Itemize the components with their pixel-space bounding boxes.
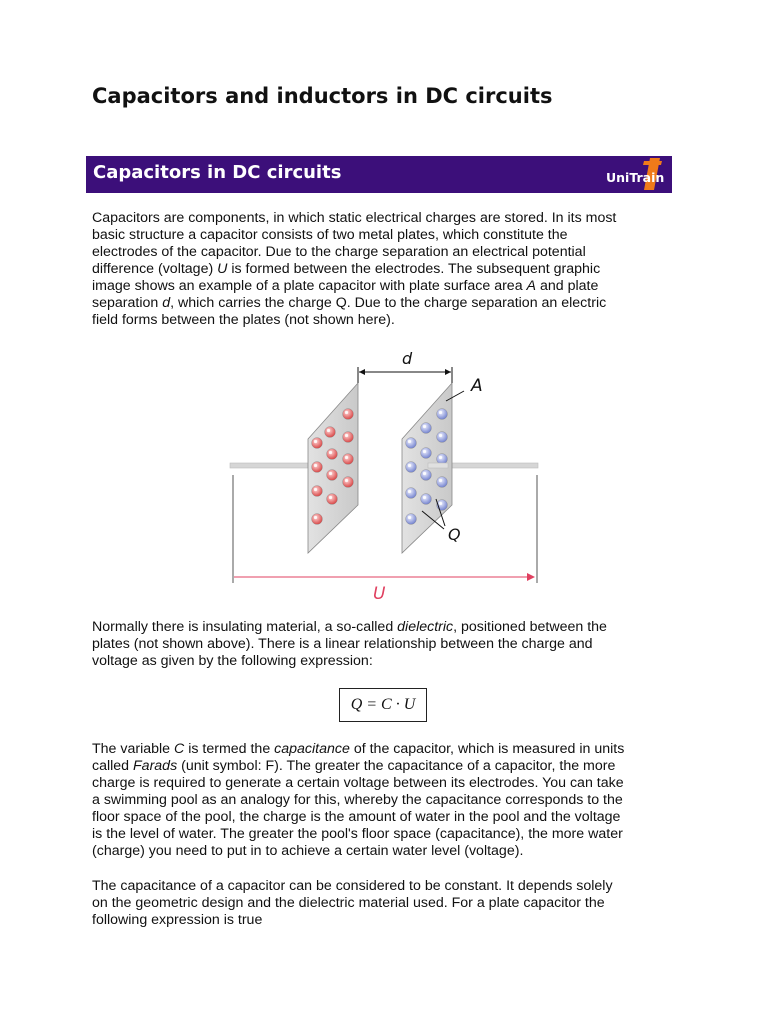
logo-text: UniTrain <box>606 170 665 185</box>
negative-charge-highlight <box>439 479 442 482</box>
positive-charge-highlight <box>314 440 317 443</box>
negative-charge <box>406 514 417 525</box>
dielectric-paragraph <box>92 619 692 670</box>
text-line <box>92 227 692 244</box>
text-run: on the geometric design and the dielectric material used. For a plate capacitor the <box>92 895 605 911</box>
negative-charge <box>406 438 417 449</box>
positive-charge-highlight <box>327 429 330 432</box>
positive-charge <box>327 449 338 460</box>
right-wire-front <box>428 463 448 468</box>
positive-charge-highlight <box>329 451 332 454</box>
text-line <box>92 826 692 843</box>
text-run: The variable <box>92 741 175 757</box>
text-line <box>92 912 692 929</box>
negative-charge-highlight <box>423 472 426 475</box>
italic-term: capacitance <box>274 741 350 757</box>
negative-charge <box>437 432 448 443</box>
text-line <box>92 312 692 329</box>
negative-charge-highlight <box>439 411 442 414</box>
text-run: is termed the <box>184 741 275 757</box>
text-run: image shows an example of a plate capacitor with plate surface area <box>92 278 527 294</box>
positive-charge-highlight <box>329 496 332 499</box>
negative-charge <box>406 462 417 473</box>
italic-term: Farads <box>133 758 178 774</box>
text-run: plates (not shown above). There is a linear relationship between the charge and <box>92 636 593 652</box>
negative-charge-highlight <box>439 456 442 459</box>
positive-charge <box>343 454 354 465</box>
text-run: , positioned between the <box>453 619 607 635</box>
text-run: (charge) you need to put in to achieve a certain water level (voltage). <box>92 843 524 859</box>
text-run: floor space of the pool, the charge is the amount of water in the pool and the voltage <box>92 809 621 825</box>
text-line <box>92 809 692 826</box>
italic-term: U <box>217 261 228 277</box>
negative-charge-highlight <box>423 496 426 499</box>
italic-term: C <box>174 741 185 757</box>
text-run: , which carries the charge Q. Due to the charge separation an electric <box>170 295 607 311</box>
text-run: called <box>92 758 134 774</box>
text-run: charge is required to generate a certain voltage between its electrodes. You can take <box>92 775 624 791</box>
negative-charge <box>437 477 448 488</box>
charge-formula: Q = C · U <box>339 688 427 722</box>
positive-charge <box>343 432 354 443</box>
positive-charge-highlight <box>345 456 348 459</box>
intro-paragraph <box>92 210 692 329</box>
text-run: difference (voltage) <box>92 261 218 277</box>
text-run: (unit symbol: F). The greater the capacitance of a capacitor, the more <box>177 758 616 774</box>
positive-charge-highlight <box>329 472 332 475</box>
positive-charge <box>312 486 323 497</box>
text-run: is formed between the electrodes. The subsequent graphic <box>227 261 601 277</box>
negative-charge-highlight <box>408 516 411 519</box>
section-banner <box>86 156 672 193</box>
negative-charge-highlight <box>439 502 442 505</box>
text-line <box>92 619 692 636</box>
label-u: U <box>373 584 386 604</box>
text-run: following expression is true <box>92 912 263 928</box>
text-line <box>92 878 692 895</box>
text-line <box>92 843 692 860</box>
positive-charge-highlight <box>314 516 317 519</box>
text-line <box>92 278 692 295</box>
text-line <box>92 758 692 775</box>
text-run: is the level of water. The greater the pool's floor space (capacitance), the more water <box>92 826 623 842</box>
positive-charge <box>312 514 323 525</box>
positive-charge-highlight <box>314 488 317 491</box>
text-line <box>92 895 692 912</box>
text-line <box>92 653 692 670</box>
positive-charge <box>343 409 354 420</box>
negative-charge-highlight <box>408 490 411 493</box>
italic-term: dielectric <box>397 619 454 635</box>
plate-capacitor-paragraph <box>92 878 692 929</box>
positive-charge <box>327 494 338 505</box>
text-run: Capacitors are components, in which static electrical charges are stored. In its most <box>92 210 617 226</box>
text-run: voltage as given by the following expression: <box>92 653 373 669</box>
positive-charge <box>327 470 338 481</box>
negative-charge <box>421 448 432 459</box>
text-run: a swimming pool as an analogy for this, whereby the capacitance corresponds to the <box>92 792 623 808</box>
positive-charge <box>312 462 323 473</box>
negative-charge <box>437 409 448 420</box>
text-run: separation <box>92 295 163 311</box>
text-run: field forms between the plates (not shown here). <box>92 312 395 328</box>
positive-charge-highlight <box>345 411 348 414</box>
unitrain-logo <box>604 158 668 190</box>
positive-charge-highlight <box>345 479 348 482</box>
plate-capacitor-diagram <box>228 345 544 607</box>
text-run: of the capacitor, which is measured in units <box>349 741 625 757</box>
d-arrow-left <box>359 369 365 375</box>
text-line <box>92 261 692 278</box>
positive-charge-highlight <box>314 464 317 467</box>
text-line <box>92 210 692 227</box>
text-run: Normally there is insulating material, a so-called <box>92 619 398 635</box>
capacitance-paragraph <box>92 741 692 860</box>
label-d: d <box>402 349 413 368</box>
positive-charge-highlight <box>345 434 348 437</box>
text-line <box>92 741 692 758</box>
text-run: The capacitance of a capacitor can be considered to be constant. It depends solely <box>92 878 613 894</box>
negative-charge <box>421 423 432 434</box>
text-line <box>92 636 692 653</box>
text-run: and plate <box>536 278 599 294</box>
negative-charge-highlight <box>439 434 442 437</box>
label-a: A <box>471 376 483 396</box>
text-line <box>92 792 692 809</box>
text-line <box>92 244 692 261</box>
negative-charge <box>406 488 417 499</box>
page-title: Capacitors and inductors in DC circuits <box>92 84 553 108</box>
negative-charge-highlight <box>408 464 411 467</box>
italic-term: A <box>526 278 537 294</box>
text-line <box>92 775 692 792</box>
negative-charge-highlight <box>423 450 426 453</box>
text-run: electrodes of the capacitor. Due to the charge separation an electrical potential <box>92 244 586 260</box>
negative-charge <box>421 494 432 505</box>
negative-charge-highlight <box>408 440 411 443</box>
section-title: Capacitors in DC circuits <box>93 162 342 183</box>
negative-charge-highlight <box>423 425 426 428</box>
left-wire <box>230 463 308 468</box>
text-line <box>92 295 692 312</box>
italic-term: d <box>162 295 171 311</box>
d-arrow-right <box>445 369 451 375</box>
text-run: basic structure a capacitor consists of two metal plates, which constitute the <box>92 227 568 243</box>
positive-charge <box>325 427 336 438</box>
positive-charge <box>343 477 354 488</box>
label-q: Q <box>448 525 461 544</box>
negative-charge <box>421 470 432 481</box>
positive-charge <box>312 438 323 449</box>
